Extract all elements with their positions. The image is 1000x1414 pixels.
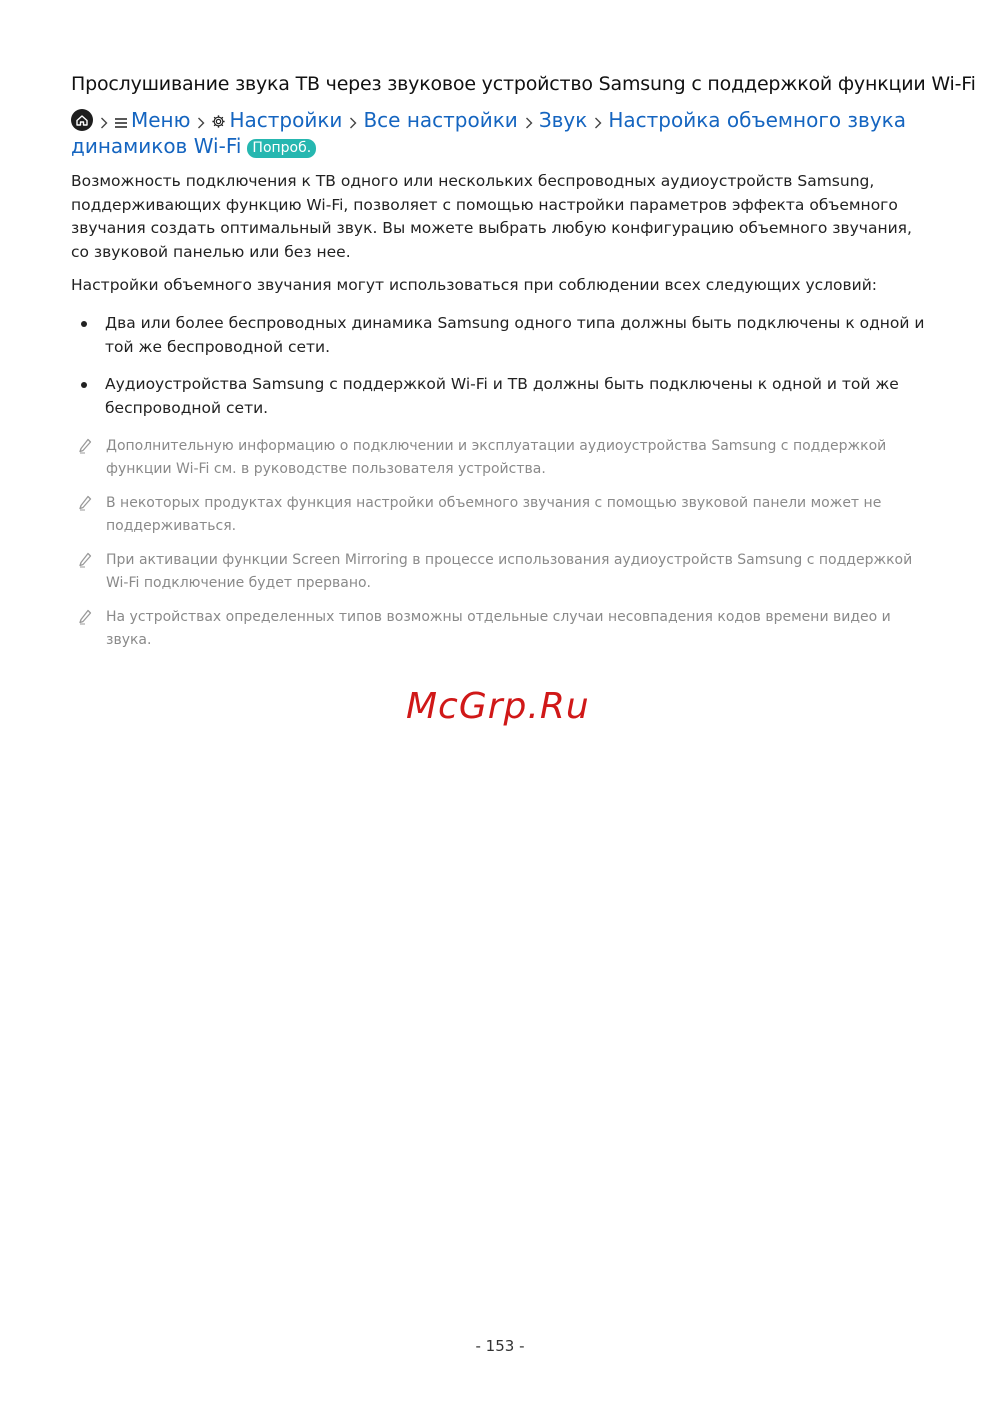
pencil-icon [78, 609, 92, 633]
pencil-icon [78, 438, 92, 462]
chevron-right-icon [594, 110, 602, 134]
note-item [106, 435, 931, 481]
menu-icon [114, 110, 128, 134]
breadcrumb [71, 108, 931, 158]
gear-icon [211, 110, 226, 134]
bullet-dot-icon [81, 321, 87, 327]
note-text: В некоторых продуктах функция настройки объемного звучания с помощью звуковой панели может не поддерживаться. [106, 495, 882, 534]
note-item [106, 549, 931, 595]
chevron-right-icon [525, 110, 533, 134]
note-item [106, 492, 931, 538]
watermark: McGrp.Ru [406, 686, 590, 727]
breadcrumb-surround-link-continued[interactable]: динамиков Wi-Fi [71, 134, 242, 158]
breadcrumb-settings-link[interactable]: Настройки [229, 108, 343, 132]
note-text: При активации функции Screen Mirroring в процессе использования аудиоустройств Samsung с поддержкой Wi-Fi подключение будет прервано. [106, 552, 913, 591]
pencil-icon [78, 552, 92, 576]
note-item [106, 606, 931, 652]
list-item [105, 373, 930, 420]
note-text: Дополнительную информацию о подключении и эксплуатации аудиоустройства Samsung с поддержкой функции Wi-Fi см. в руководстве пользователя устройства. [106, 438, 887, 477]
breadcrumb-surround-link[interactable]: Настройка объемного звука [608, 108, 907, 132]
conditions-paragraph: Настройки объемного звучания могут использоваться при соблюдении всех следующих условий: [71, 276, 878, 294]
breadcrumb-menu-link[interactable]: Меню [131, 108, 191, 132]
try-now-badge[interactable]: Попроб. [247, 139, 316, 158]
breadcrumb-all-settings-link[interactable]: Все настройки [363, 108, 518, 132]
section-heading: Прослушивание звука ТВ через звуковое устройство Samsung с поддержкой функции Wi-Fi [71, 73, 976, 95]
list-item-text: Два или более беспроводных динамика Samsung одного типа должны быть подключены к одной и той же беспроводной сети. [105, 314, 925, 356]
chevron-right-icon [100, 110, 108, 134]
home-icon[interactable] [71, 109, 93, 131]
pencil-icon [78, 495, 92, 519]
bullet-dot-icon [81, 382, 87, 388]
intro-paragraph: Возможность подключения к ТВ одного или нескольких беспроводных аудиоустройств Samsung, поддерживающих функцию Wi-Fi, позволяет с помощью настройки параметров эффекта объемного звучания создать оптимальный звук. Вы можете выбрать любую конфигурацию объемного звучания, со звуковой панелью или без нее. [71, 172, 912, 261]
list-item-text: Аудиоустройства Samsung с поддержкой Wi-Fi и ТВ должны быть подключены к одной и той же беспроводной сети. [105, 375, 899, 417]
page-number: - 153 - [475, 1337, 525, 1355]
chevron-right-icon [197, 110, 205, 134]
list-item [105, 312, 930, 359]
note-text: На устройствах определенных типов возможны отдельные случаи несовпадения кодов времени видео и звука. [106, 609, 891, 648]
breadcrumb-sound-link[interactable]: Звук [538, 108, 588, 132]
chevron-right-icon [349, 110, 357, 134]
